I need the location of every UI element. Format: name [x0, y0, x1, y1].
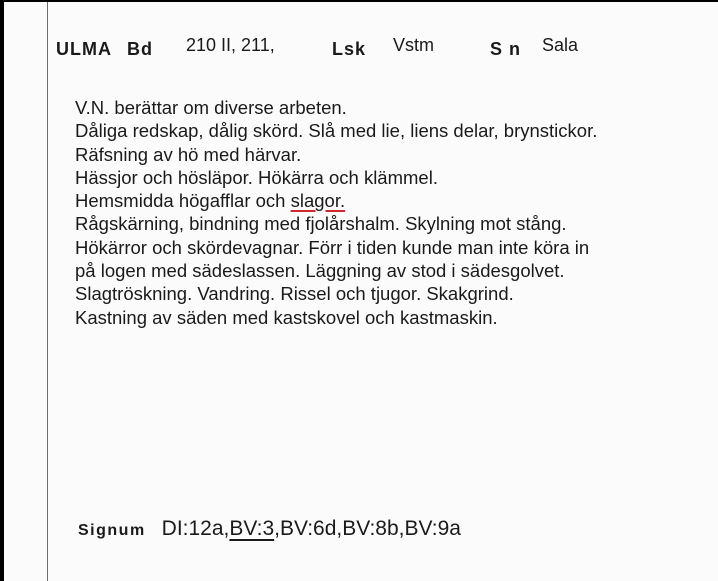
sn-value: Sala — [542, 35, 579, 55]
bd-label: Bd — [127, 39, 153, 59]
body-line: Slagtröskning. Vandring. Rissel och tjugor. Skakgrind. — [75, 283, 514, 305]
card-margin-rule — [47, 2, 48, 581]
body-line: Kastning av säden med kastskovel och kastmaskin. — [75, 306, 498, 328]
signum-row — [78, 517, 461, 541]
body-line: Hökärror och skördevagnar. Förr i tiden kunde man inte köra in — [75, 236, 590, 258]
bd-value: 210 II, 211, — [186, 35, 275, 55]
lsk-label: Lsk — [332, 39, 367, 59]
body-line: Räfsning av hö med härvar. — [75, 143, 302, 165]
body-line: Dåliga redskap, dålig skörd. Slå med lie, liens delar, brynstickor. — [75, 120, 598, 142]
body-line-with-underline — [75, 189, 597, 212]
body-line: på logen med sädeslassen. Läggning av stod i sädesgolvet. — [75, 260, 565, 282]
lsk-value: Vstm — [393, 35, 435, 55]
ulma-label: ULMA — [56, 39, 112, 59]
archive-card — [4, 2, 718, 581]
card-body-text — [75, 96, 597, 329]
underlined-word: slagor. — [290, 190, 346, 212]
sn-label: S n — [490, 39, 522, 59]
signum-code: ,BV:6d,BV:8b,BV:9a — [274, 517, 461, 540]
body-line: Rågskärning, bindning med fjolårshalm. Skylning mot stång. — [75, 213, 567, 235]
signum-code-underlined: BV:3 — [229, 517, 275, 540]
signum-label: Signum — [78, 522, 146, 539]
body-line: V.N. berättar om diverse arbeten. — [75, 97, 347, 118]
body-line: Hässjor och hösläpor. Hökärra och klämmel. — [75, 166, 438, 188]
signum-code: DI:12a, — [161, 517, 230, 540]
body-line-text: Hemsmidda högafflar och — [75, 190, 291, 212]
